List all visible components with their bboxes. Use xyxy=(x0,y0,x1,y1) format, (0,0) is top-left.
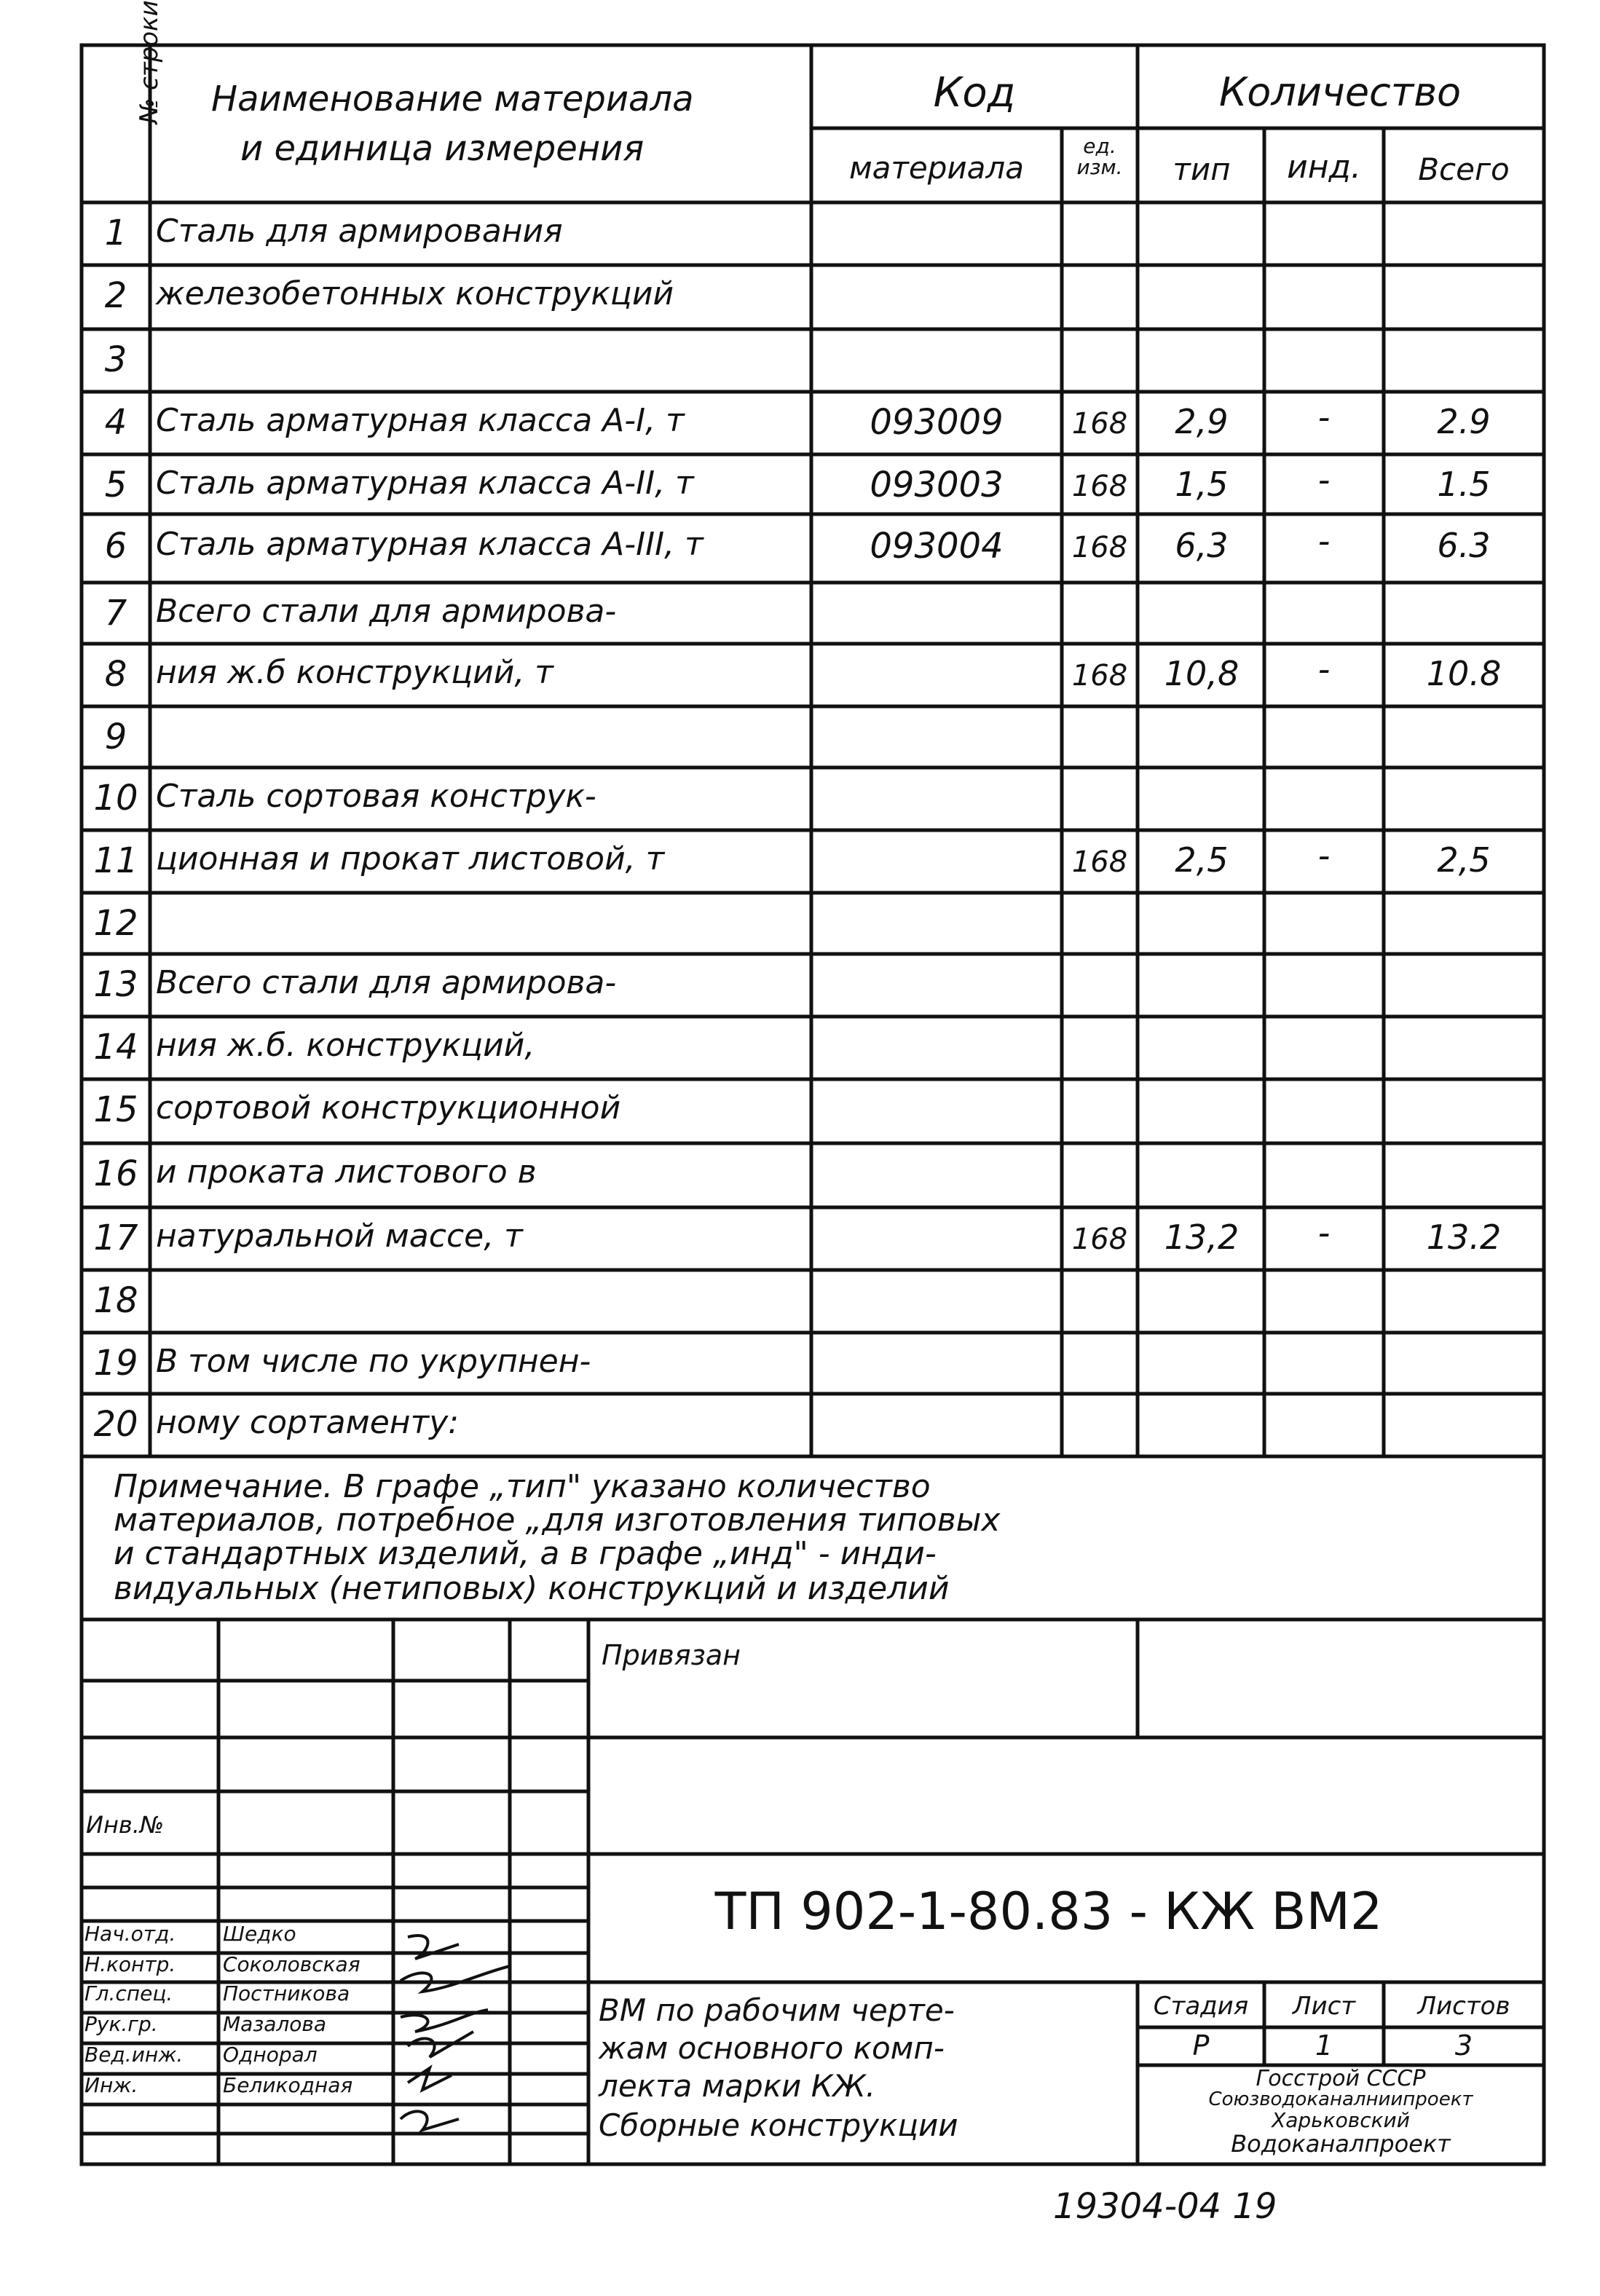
row-number: 17 xyxy=(93,1218,138,1258)
row-qty-type: 13,2 xyxy=(1164,1218,1240,1257)
row-qty-ind: - xyxy=(1317,460,1331,500)
row-number: 3 xyxy=(104,339,127,380)
row-number: 19 xyxy=(93,1343,138,1384)
row-qty-type: 2,9 xyxy=(1175,402,1229,441)
row-qty-ind: - xyxy=(1317,398,1331,437)
row-number: 10 xyxy=(93,778,138,818)
note-line4: видуальных (нетиповых) конструкций и изделий xyxy=(114,1570,950,1607)
row-number: 11 xyxy=(93,840,138,881)
row-number: 5 xyxy=(104,465,127,505)
row-qty-total: 6.3 xyxy=(1437,526,1491,565)
stamp-person-name: Мазалова xyxy=(223,2012,327,2036)
row-name: Сталь арматурная класса А-I, т xyxy=(156,402,685,439)
row-code: 093003 xyxy=(870,465,1004,505)
row-name: сортовой конструкционной xyxy=(156,1089,621,1127)
stamp-person-name: Постникова xyxy=(223,1981,350,2005)
row-qty-ind: - xyxy=(1317,650,1331,689)
row-code: 093009 xyxy=(870,402,1004,443)
row-unit: 168 xyxy=(1071,531,1128,564)
note-line3: и стандартных изделий, а в графе „инд" - инди- xyxy=(114,1535,937,1572)
row-qty-type: 6,3 xyxy=(1175,526,1229,565)
row-number: 4 xyxy=(104,402,127,443)
row-name: В том числе по укрупнен- xyxy=(156,1343,591,1380)
stamp-sheet-label: Лист xyxy=(1292,1992,1356,2021)
header-row-no: № строки xyxy=(135,0,164,124)
stamp-inv-no: Инв.№ xyxy=(86,1811,165,1839)
row-unit: 168 xyxy=(1071,1223,1128,1256)
row-qty-total: 10.8 xyxy=(1426,654,1502,693)
stamp-person-name: Беликодная xyxy=(223,2073,353,2097)
stamp-title-line4: Сборные конструкции xyxy=(599,2107,958,2143)
header-code-unit: ед. изм. xyxy=(1076,134,1123,180)
row-number: 12 xyxy=(93,903,138,944)
stamp-person-name: Шедко xyxy=(223,1922,296,1946)
row-name: Сталь сортовая конструк- xyxy=(156,778,596,815)
row-name: Сталь арматурная класса А-II, т xyxy=(156,465,694,502)
stamp-org-line1: Госстрой СССР xyxy=(1256,2066,1426,2091)
stamp-role: Н.контр. xyxy=(84,1952,176,1976)
stamp-stage-label: Стадия xyxy=(1153,1992,1249,2021)
row-number: 13 xyxy=(93,964,138,1005)
row-qty-total: 2,5 xyxy=(1437,840,1491,880)
row-name: ния ж.б. конструкций, xyxy=(156,1027,535,1064)
header-qty-type: тип xyxy=(1173,151,1231,187)
row-number: 18 xyxy=(93,1280,138,1321)
stamp-privyazan: Привязан xyxy=(602,1639,741,1671)
signature-scribbles xyxy=(393,1922,524,2163)
row-number: 9 xyxy=(104,717,127,757)
row-qty-type: 2,5 xyxy=(1175,840,1229,880)
row-qty-ind: - xyxy=(1317,521,1331,561)
stamp-role: Нач.отд. xyxy=(84,1922,176,1946)
stamp-role: Рук.гр. xyxy=(84,2012,158,2036)
stamp-title-line1: ВМ по рабочим черте- xyxy=(599,1992,955,2028)
stamp-sheets-label: Листов xyxy=(1417,1992,1510,2021)
header-code-material: материала xyxy=(848,150,1025,186)
row-name: железобетонных конструкций xyxy=(156,275,674,312)
stamp-title-line3: лекта марки КЖ. xyxy=(599,2068,876,2104)
footer-code: 19304-04 19 xyxy=(1053,2186,1277,2227)
stamp-role: Инж. xyxy=(84,2073,138,2097)
row-name: ния ж.б конструкций, т xyxy=(156,654,553,691)
row-name: ционная и прокат листовой, т xyxy=(156,840,665,877)
row-number: 20 xyxy=(93,1404,138,1445)
row-qty-ind: - xyxy=(1317,836,1331,875)
row-name: и проката листового в xyxy=(156,1153,537,1191)
row-number: 16 xyxy=(93,1153,138,1194)
row-name: Сталь арматурная класса А-III, т xyxy=(156,526,704,563)
row-name: Всего стали для армирова- xyxy=(156,593,617,630)
stamp-org-line2: Союзводоканалниипроект xyxy=(1208,2088,1473,2110)
row-qty-type: 10,8 xyxy=(1164,654,1240,693)
row-qty-total: 1.5 xyxy=(1437,465,1491,504)
stamp-sheets-value: 3 xyxy=(1454,2029,1473,2062)
stamp-stage-value: Р xyxy=(1192,2029,1210,2062)
row-qty-ind: - xyxy=(1317,1213,1331,1252)
header-qty-ind: инд. xyxy=(1287,149,1361,186)
stamp-person-name: Однорал xyxy=(223,2043,318,2067)
stamp-org-line4: Водоканалпроект xyxy=(1231,2130,1451,2158)
header-name-line2: и единица измерения xyxy=(240,128,645,169)
stamp-role: Гл.спец. xyxy=(84,1981,173,2005)
row-code: 093004 xyxy=(870,526,1004,567)
row-name: ному сортаменту: xyxy=(156,1404,460,1441)
row-name: натуральной массе, т xyxy=(156,1218,523,1255)
row-unit: 168 xyxy=(1071,407,1128,441)
row-qty-total: 13.2 xyxy=(1426,1218,1502,1257)
stamp-person-name: Соколовская xyxy=(223,1952,360,1976)
header-name-line1: Наименование материала xyxy=(211,79,694,119)
row-unit: 168 xyxy=(1071,470,1128,503)
row-qty-type: 1,5 xyxy=(1175,465,1229,504)
stamp-designation: ТП 902-1-80.83 - КЖ ВМ2 xyxy=(714,1882,1383,1941)
note-line2: материалов, потребное „для изготовления типовых xyxy=(114,1502,1001,1539)
row-qty-total: 2.9 xyxy=(1437,402,1491,441)
row-unit: 168 xyxy=(1071,845,1128,879)
row-number: 15 xyxy=(93,1089,138,1130)
stamp-sheet-value: 1 xyxy=(1315,2029,1333,2062)
row-number: 2 xyxy=(104,275,127,316)
row-number: 8 xyxy=(104,654,127,695)
row-unit: 168 xyxy=(1071,659,1128,693)
note-line1: Примечание. В графе „тип" указано количество xyxy=(114,1468,931,1505)
stamp-title-line2: жам основного комп- xyxy=(599,2030,945,2066)
row-name: Всего стали для армирова- xyxy=(156,964,617,1001)
stamp-org-line3: Харьковский xyxy=(1272,2108,1410,2132)
row-number: 7 xyxy=(104,593,127,634)
header-qty-total: Всего xyxy=(1418,151,1510,187)
row-number: 1 xyxy=(104,213,127,253)
header-code-group: Код xyxy=(933,69,1016,117)
header-qty-group: Количество xyxy=(1218,69,1462,115)
row-number: 6 xyxy=(104,526,127,567)
row-name: Сталь для армирования xyxy=(156,213,563,250)
stamp-role: Вед.инж. xyxy=(84,2043,184,2067)
row-number: 14 xyxy=(93,1027,138,1068)
